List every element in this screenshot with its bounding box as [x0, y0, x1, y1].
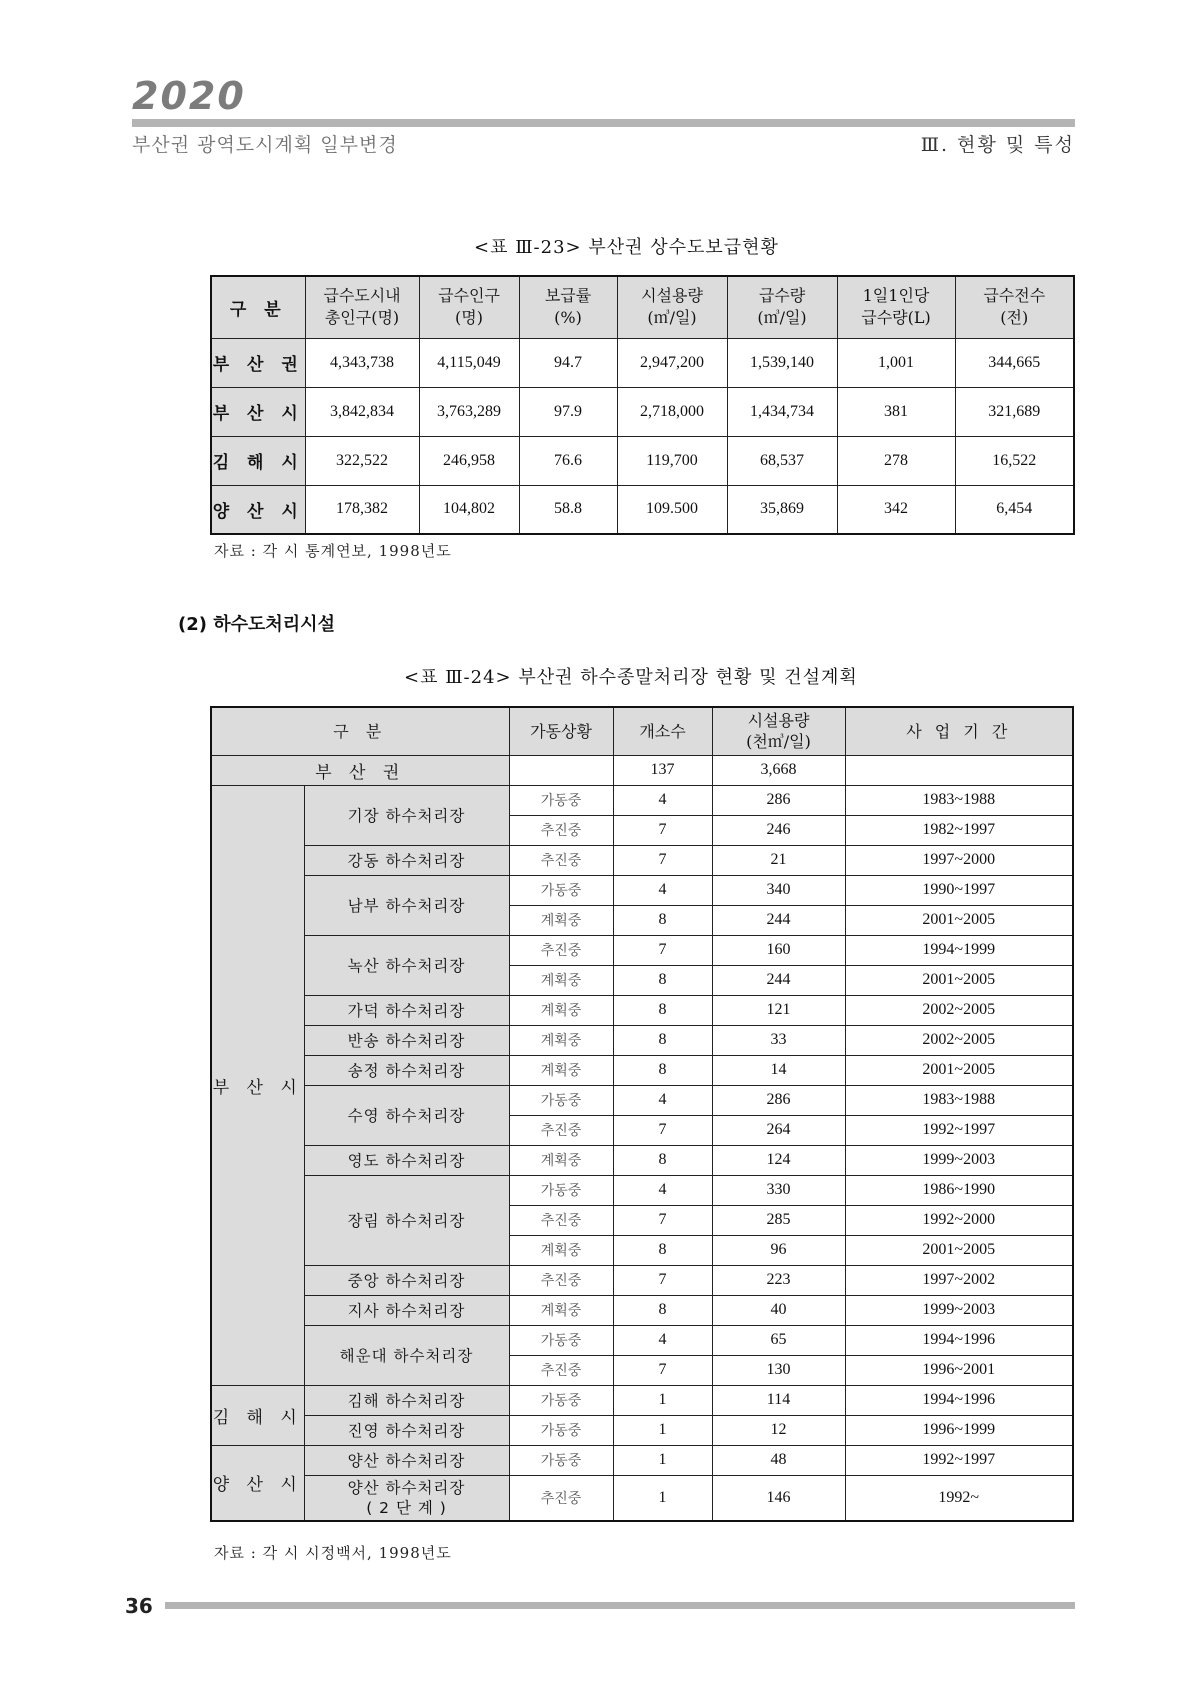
- row-header: 부 산 시: [211, 387, 305, 436]
- table-cell: 381: [837, 387, 955, 436]
- plant-name: 강동 하수처리장: [304, 845, 509, 875]
- table-cell: 137: [613, 755, 712, 785]
- table1-col-header: 보급률 (%): [519, 276, 617, 338]
- table-cell: 2001~2005: [845, 1055, 1073, 1085]
- table-cell: 322,522: [305, 436, 419, 485]
- table-cell: 가동중: [509, 1415, 613, 1445]
- row-header: 양 산 시: [211, 485, 305, 534]
- table-cell: 344,665: [955, 338, 1074, 387]
- table-cell: 4: [613, 1325, 712, 1355]
- table-row: [211, 935, 1073, 965]
- table-cell: 146: [712, 1475, 845, 1521]
- table-cell: 7: [613, 845, 712, 875]
- table-cell: 321,689: [955, 387, 1074, 436]
- table-cell: 3,842,834: [305, 387, 419, 436]
- table-cell: 1,434,734: [727, 387, 837, 436]
- table-cell: 추진중: [509, 1265, 613, 1295]
- plant-name: 중앙 하수처리장: [304, 1265, 509, 1295]
- section-heading: (2) 하수도처리시설: [178, 614, 335, 635]
- table-cell: 97.9: [519, 387, 617, 436]
- plant-name: 양산 하수처리장 ( 2 단 계 ): [304, 1475, 509, 1521]
- table-cell: 1: [613, 1475, 712, 1521]
- table-row: [211, 1085, 1073, 1115]
- document-title: 부산권 광역도시계획 일부변경: [132, 134, 398, 156]
- table-cell: 121: [712, 995, 845, 1025]
- table-cell: 1999~2003: [845, 1145, 1073, 1175]
- table-cell: 2,718,000: [617, 387, 727, 436]
- table-cell: 4: [613, 1175, 712, 1205]
- table1-source: 자료 : 각 시 통계연보, 1998년도: [214, 542, 452, 560]
- table-cell: 1,001: [837, 338, 955, 387]
- table-cell: 8: [613, 1295, 712, 1325]
- table-cell: 48: [712, 1445, 845, 1475]
- table-cell: 가동중: [509, 1085, 613, 1115]
- table-row: [211, 387, 1074, 436]
- table2-caption: <표 Ⅲ-24> 부산권 하수종말처리장 현황 및 건설계획: [404, 667, 858, 688]
- table-cell: 286: [712, 1085, 845, 1115]
- table-cell: 추진중: [509, 1115, 613, 1145]
- table-cell: 1983~1988: [845, 1085, 1073, 1115]
- table1-col-header: 급수전수 (전): [955, 276, 1074, 338]
- table-cell: 244: [712, 965, 845, 995]
- region-gimhae: 김 해 시: [211, 1385, 304, 1445]
- table-cell: 추진중: [509, 815, 613, 845]
- table-cell: 7: [613, 1355, 712, 1385]
- table-cell: 1983~1988: [845, 785, 1073, 815]
- table-cell: 1996~2001: [845, 1355, 1073, 1385]
- plant-name: 해운대 하수처리장: [304, 1325, 509, 1385]
- table-cell: 계획중: [509, 1145, 613, 1175]
- table-cell: 340: [712, 875, 845, 905]
- region-busan: 부 산 시: [211, 785, 304, 1385]
- table-cell: 7: [613, 1115, 712, 1145]
- table-row: [211, 845, 1073, 875]
- table-cell: 1997~2002: [845, 1265, 1073, 1295]
- table-cell: 286: [712, 785, 845, 815]
- sewage-plant-table: [210, 706, 1074, 1522]
- row-header: 부 산 권: [211, 338, 305, 387]
- chapter-title: Ⅲ. 현황 및 특성: [920, 134, 1075, 156]
- col-header-category: 구 분: [211, 707, 509, 755]
- table-cell: 1996~1999: [845, 1415, 1073, 1445]
- table-row: [211, 1175, 1073, 1205]
- table-cell: 2001~2005: [845, 965, 1073, 995]
- table-cell: 6,454: [955, 485, 1074, 534]
- plant-name: 양산 하수처리장: [304, 1445, 509, 1475]
- table-cell: 8: [613, 905, 712, 935]
- table-cell: 119,700: [617, 436, 727, 485]
- table-cell: 계획중: [509, 905, 613, 935]
- table1-col-header: 급수도시내 총인구(명): [305, 276, 419, 338]
- table-cell: 1992~1997: [845, 1445, 1073, 1475]
- table-cell: 178,382: [305, 485, 419, 534]
- table-cell: 1992~1997: [845, 1115, 1073, 1145]
- table-cell: 1990~1997: [845, 875, 1073, 905]
- table-cell: 1992~: [845, 1475, 1073, 1521]
- table-cell: 4: [613, 875, 712, 905]
- table-row: [211, 875, 1073, 905]
- table-cell: 330: [712, 1175, 845, 1205]
- table-cell: 1986~1990: [845, 1175, 1073, 1205]
- table-row: [211, 338, 1074, 387]
- table-cell: 계획중: [509, 995, 613, 1025]
- table-cell: 계획중: [509, 965, 613, 995]
- table-row: [211, 1385, 1073, 1415]
- table-cell: 285: [712, 1205, 845, 1235]
- table-row: [211, 1445, 1073, 1475]
- table-cell: 추진중: [509, 845, 613, 875]
- table-cell: 가동중: [509, 1175, 613, 1205]
- table-cell: 1982~1997: [845, 815, 1073, 845]
- plant-name: 진영 하수처리장: [304, 1415, 509, 1445]
- table-cell: 1994~1996: [845, 1325, 1073, 1355]
- table-cell: 109.500: [617, 485, 727, 534]
- table-cell: 1: [613, 1445, 712, 1475]
- table-cell: 계획중: [509, 1055, 613, 1085]
- table-cell: 가동중: [509, 1385, 613, 1415]
- col-header-period: 사 업 기 간: [845, 707, 1073, 755]
- plant-name: 기장 하수처리장: [304, 785, 509, 845]
- plant-name: 녹산 하수처리장: [304, 935, 509, 995]
- table-row: [211, 1475, 1073, 1521]
- table-cell: 342: [837, 485, 955, 534]
- table-cell: 246,958: [419, 436, 519, 485]
- table1-corner-header: 구 분: [211, 276, 305, 338]
- table-cell: 1994~1999: [845, 935, 1073, 965]
- table-row: [211, 1025, 1073, 1055]
- table-cell: 246: [712, 815, 845, 845]
- table-cell: 7: [613, 1205, 712, 1235]
- plant-name: 장림 하수처리장: [304, 1175, 509, 1265]
- table1-caption: <표 Ⅲ-23> 부산권 상수도보급현황: [474, 237, 779, 258]
- table-cell: 추진중: [509, 935, 613, 965]
- table-row: [211, 1325, 1073, 1355]
- col-header-status: 가동상황: [509, 707, 613, 755]
- row-header: 김 해 시: [211, 436, 305, 485]
- table-cell: 8: [613, 1025, 712, 1055]
- table-cell: 76.6: [519, 436, 617, 485]
- table-cell: [509, 755, 613, 785]
- table-row-total: [211, 755, 1073, 785]
- table-row: [211, 995, 1073, 1025]
- water-supply-table: [210, 275, 1075, 535]
- table-cell: 2002~2005: [845, 995, 1073, 1025]
- table-row: [211, 1415, 1073, 1445]
- plant-name: 가덕 하수처리장: [304, 995, 509, 1025]
- table-cell: 계획중: [509, 1235, 613, 1265]
- table-cell: 104,802: [419, 485, 519, 534]
- table-cell: 4: [613, 1085, 712, 1115]
- total-label: 부 산 권: [211, 755, 509, 785]
- table-cell: 160: [712, 935, 845, 965]
- table-cell: 2001~2005: [845, 1235, 1073, 1265]
- page-number: 36: [125, 1594, 153, 1618]
- table-cell: 65: [712, 1325, 845, 1355]
- table-cell: 8: [613, 1145, 712, 1175]
- table-cell: 12: [712, 1415, 845, 1445]
- plant-name: 지사 하수처리장: [304, 1295, 509, 1325]
- plant-name: 영도 하수처리장: [304, 1145, 509, 1175]
- table-cell: 가동중: [509, 1445, 613, 1475]
- table-cell: 1: [613, 1385, 712, 1415]
- table2-source: 자료 : 각 시 시정백서, 1998년도: [214, 1544, 452, 1562]
- table-cell: 94.7: [519, 338, 617, 387]
- table-cell: 가동중: [509, 875, 613, 905]
- table-cell: 1,539,140: [727, 338, 837, 387]
- table-row: [211, 1055, 1073, 1085]
- table-cell: 추진중: [509, 1205, 613, 1235]
- plant-name: 남부 하수처리장: [304, 875, 509, 935]
- plant-name: 김해 하수처리장: [304, 1385, 509, 1415]
- table-cell: 2002~2005: [845, 1025, 1073, 1055]
- table-cell: 16,522: [955, 436, 1074, 485]
- table-cell: 264: [712, 1115, 845, 1145]
- table-cell: 3,763,289: [419, 387, 519, 436]
- table-cell: 40: [712, 1295, 845, 1325]
- table-cell: 8: [613, 965, 712, 995]
- footer-rule: [165, 1602, 1075, 1609]
- table-row: [211, 485, 1074, 534]
- region-yangsan: 양 산 시: [211, 1445, 304, 1521]
- col-header-capacity: 시설용량 (천㎥/일): [712, 707, 845, 755]
- table-cell: 21: [712, 845, 845, 875]
- col-header-count: 개소수: [613, 707, 712, 755]
- table1-col-header: 시설용량 (㎥/일): [617, 276, 727, 338]
- table-cell: 8: [613, 1055, 712, 1085]
- plant-name: 송정 하수처리장: [304, 1055, 509, 1085]
- table-cell: 130: [712, 1355, 845, 1385]
- table-cell: 7: [613, 935, 712, 965]
- table-cell: 가동중: [509, 785, 613, 815]
- table-cell: 124: [712, 1145, 845, 1175]
- table-row: [211, 1295, 1073, 1325]
- plant-name: 반송 하수처리장: [304, 1025, 509, 1055]
- table-cell: 8: [613, 1235, 712, 1265]
- table-cell: 1: [613, 1415, 712, 1445]
- table1-col-header: 급수인구 (명): [419, 276, 519, 338]
- table-cell: 14: [712, 1055, 845, 1085]
- table-cell: 7: [613, 1265, 712, 1295]
- table-cell: 1999~2003: [845, 1295, 1073, 1325]
- table-row: [211, 785, 1073, 815]
- table-row: [211, 436, 1074, 485]
- table-cell: 8: [613, 995, 712, 1025]
- table-cell: 2,947,200: [617, 338, 727, 387]
- table-cell: 35,869: [727, 485, 837, 534]
- table-cell: 114: [712, 1385, 845, 1415]
- table-cell: 계획중: [509, 1025, 613, 1055]
- table-cell: 추진중: [509, 1355, 613, 1385]
- table-cell: 96: [712, 1235, 845, 1265]
- table-cell: 가동중: [509, 1325, 613, 1355]
- table-cell: 33: [712, 1025, 845, 1055]
- table-cell: 추진중: [509, 1475, 613, 1521]
- table-cell: [845, 755, 1073, 785]
- table-cell: 7: [613, 815, 712, 845]
- table-row: [211, 1265, 1073, 1295]
- table1-col-header: 1일1인당 급수량(L): [837, 276, 955, 338]
- table-cell: 244: [712, 905, 845, 935]
- table-cell: 1997~2000: [845, 845, 1073, 875]
- table-cell: 3,668: [712, 755, 845, 785]
- table-cell: 4,343,738: [305, 338, 419, 387]
- plant-name: 수영 하수처리장: [304, 1085, 509, 1145]
- table-cell: 278: [837, 436, 955, 485]
- table-cell: 68,537: [727, 436, 837, 485]
- table-cell: 58.8: [519, 485, 617, 534]
- table1-col-header: 급수량 (㎥/일): [727, 276, 837, 338]
- table-cell: 1992~2000: [845, 1205, 1073, 1235]
- header-rule: [132, 119, 1075, 127]
- table-row: [211, 1145, 1073, 1175]
- table-cell: 4,115,049: [419, 338, 519, 387]
- table-cell: 1994~1996: [845, 1385, 1073, 1415]
- table-cell: 계획중: [509, 1295, 613, 1325]
- table-cell: 2001~2005: [845, 905, 1073, 935]
- header-year: 2020: [132, 74, 246, 118]
- table-cell: 4: [613, 785, 712, 815]
- table-cell: 223: [712, 1265, 845, 1295]
